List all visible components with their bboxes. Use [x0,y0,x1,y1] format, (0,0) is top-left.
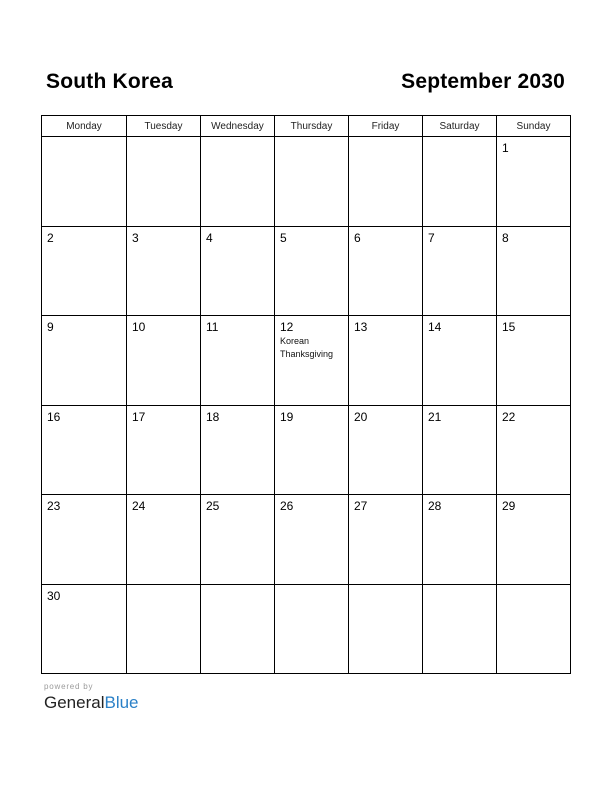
day-cell [275,406,349,496]
weekday-header-2: Wednesday [201,116,275,137]
day-number: 13 [354,320,368,334]
day-cell [497,227,570,317]
day-number: 19 [280,409,294,424]
day-cell [275,316,349,406]
day-cell [127,137,201,227]
day-number: 15 [502,320,516,334]
country-title: South Korea [46,70,174,93]
day-cell [349,227,423,317]
day-number: 29 [502,499,516,513]
day-number: 3 [132,230,139,245]
day-number: 1 [502,141,509,155]
day-number: 11 [206,320,219,334]
day-cell [497,495,570,585]
generalblue-logo[interactable] [44,693,139,713]
day-cell [42,227,127,317]
day-number: 22 [502,409,516,424]
day-number: 10 [132,320,146,334]
day-cell [497,137,570,227]
day-cell [349,585,423,675]
day-number: 23 [47,499,61,513]
day-cell [42,137,127,227]
day-cell [42,316,127,406]
weekday-header-4: Friday [349,116,423,137]
day-cell [275,227,349,317]
day-cell [497,316,570,406]
day-cell [349,406,423,496]
weekday-header-6: Sunday [497,116,570,137]
day-cell [127,316,201,406]
day-cell [201,585,275,675]
powered-by-label: powered by [44,682,94,691]
day-number: 8 [502,230,509,245]
brand-blue-text: Blue [104,693,139,712]
day-cell [127,585,201,675]
weekday-header-3: Thursday [275,116,349,137]
day-number: 21 [428,409,442,424]
day-number: 16 [47,409,61,424]
day-cell [349,137,423,227]
weekday-header-0: Monday [42,116,127,137]
day-number: 25 [206,499,220,513]
day-number: 17 [132,409,146,424]
brand-general-text: General [44,693,105,712]
day-number: 6 [354,230,361,245]
day-number: 20 [354,409,368,424]
day-cell [349,316,423,406]
day-number: 5 [280,230,287,245]
day-cell [275,585,349,675]
calendar-grid [41,115,571,674]
day-cell [201,137,275,227]
day-cell [423,316,497,406]
footer-branding [44,682,139,713]
day-number: 24 [132,499,146,513]
day-cell [497,585,570,675]
day-number: 18 [206,409,220,424]
day-number: 27 [354,499,368,513]
day-cell [201,495,275,585]
day-cell [42,406,127,496]
day-cell [127,227,201,317]
day-number: 9 [47,320,54,334]
weekday-header-1: Tuesday [127,116,201,137]
day-cell [423,137,497,227]
day-cell [201,406,275,496]
month-year-title: September 2030 [401,70,565,93]
day-cell [423,495,497,585]
day-cell [201,316,275,406]
day-cell [275,137,349,227]
day-number: 7 [428,230,435,245]
day-number: 2 [47,230,54,245]
day-number: 4 [206,230,213,245]
day-cell [423,585,497,675]
day-cell [349,495,423,585]
day-cell [42,495,127,585]
day-number: 30 [47,588,61,603]
day-cell [127,406,201,496]
holiday-label: Korean Thanksgiving [280,336,334,359]
day-number: 26 [280,499,294,513]
day-number: 12 [280,320,294,334]
day-cell [127,495,201,585]
day-cell [42,585,127,675]
weekday-header-5: Saturday [423,116,497,137]
day-number: 28 [428,499,442,513]
day-cell [497,406,570,496]
day-cell [275,495,349,585]
day-cell [201,227,275,317]
day-cell [423,406,497,496]
day-number: 14 [428,320,442,334]
day-cell [423,227,497,317]
